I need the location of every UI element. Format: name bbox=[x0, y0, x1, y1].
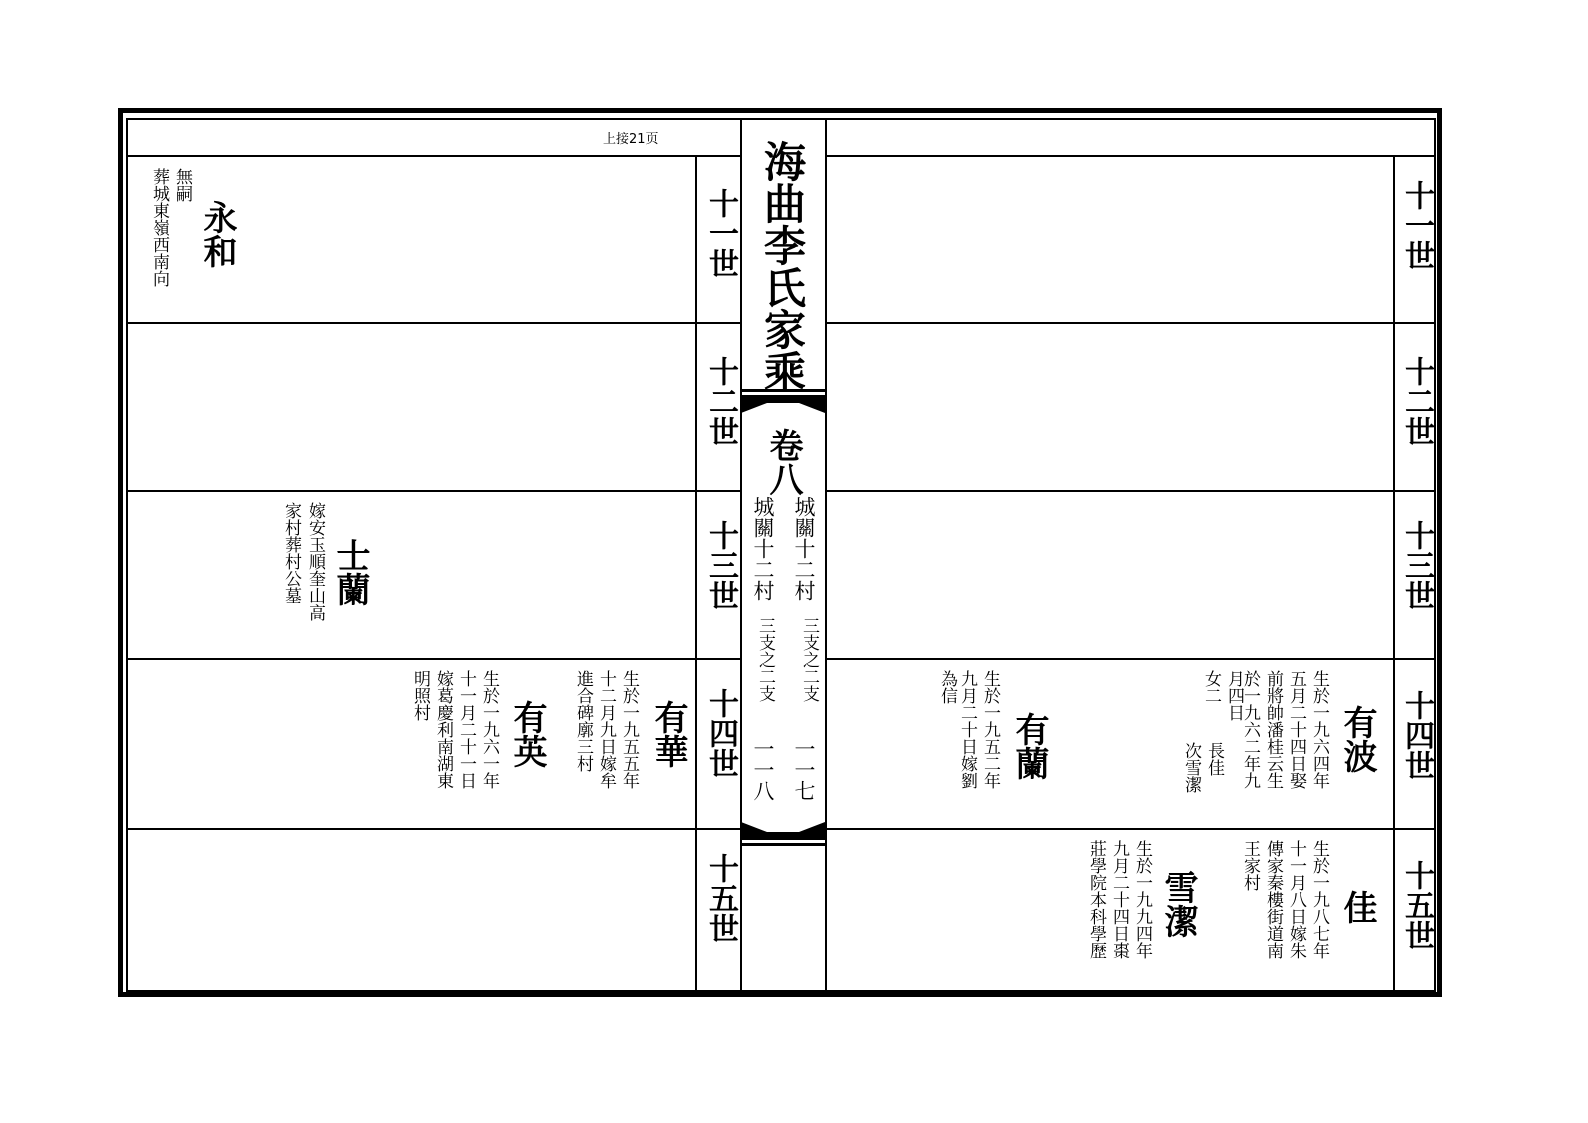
row-divider bbox=[128, 828, 740, 830]
header-divider-left bbox=[128, 155, 740, 157]
row-divider bbox=[826, 322, 1436, 324]
person-note: 生於一九六一年 bbox=[479, 670, 499, 789]
genealogy-title: 海曲李氏家乘 bbox=[758, 140, 807, 392]
person-note: 嫁安玉順奎山高 bbox=[305, 502, 325, 621]
person-note: 明照村 bbox=[410, 670, 430, 721]
spine-right-edge bbox=[825, 118, 827, 992]
person-note: 生於一九八七年 bbox=[1309, 840, 1329, 959]
generation-label-15: 十五世 bbox=[703, 853, 738, 943]
header-divider-right bbox=[826, 155, 1436, 157]
generation-label-13: 十三世 bbox=[1399, 520, 1434, 610]
person-name: 有蘭 bbox=[1009, 712, 1049, 780]
person-note: 生於一九五五年 bbox=[619, 670, 639, 789]
person-name: 佳 bbox=[1337, 890, 1377, 924]
row-divider bbox=[128, 322, 740, 324]
person-note: 十二月九日嫁牟 bbox=[596, 670, 616, 789]
row-divider bbox=[128, 658, 740, 660]
page-number-right: 一一七 bbox=[792, 738, 816, 801]
row-divider bbox=[826, 490, 1436, 492]
person-note: 王家村 bbox=[1240, 840, 1260, 891]
person-note: 前將帥潘桂云生 bbox=[1263, 670, 1283, 789]
person-note: 生於一九九四年 bbox=[1132, 840, 1152, 959]
person-note: 嫁葛慶利南湖東 bbox=[433, 670, 453, 789]
person-note: 莊學院本科學歷 bbox=[1086, 840, 1106, 959]
row-divider bbox=[826, 828, 1436, 830]
person-note: 傳家秦樓街道南 bbox=[1263, 840, 1283, 959]
continuation-note: 上接21页 bbox=[603, 132, 659, 147]
person-note: 九月二十四日棗 bbox=[1109, 840, 1129, 959]
spine-village-right: 城關十二村 bbox=[792, 496, 816, 601]
person-note: 為信 bbox=[937, 670, 957, 704]
person-note: 於一九六二年九 bbox=[1240, 670, 1260, 789]
person-note: 九月二十日嫁劉 bbox=[957, 670, 977, 789]
person-name: 士蘭 bbox=[330, 538, 370, 606]
generation-label-14: 十四世 bbox=[703, 688, 738, 778]
person-note: 家村葬村公墓 bbox=[281, 502, 301, 604]
generation-label-12: 十二世 bbox=[1399, 356, 1434, 446]
person-note: 十一月八日嫁朱 bbox=[1286, 840, 1306, 959]
right-gen-column-divider bbox=[1393, 155, 1395, 992]
person-note: 五月二十四日娶 bbox=[1286, 670, 1306, 789]
person-note: 生於一九五二年 bbox=[980, 670, 1000, 789]
person-name: 有英 bbox=[507, 700, 547, 768]
generation-label-11: 十一世 bbox=[1399, 180, 1434, 270]
generation-label-13: 十三世 bbox=[703, 520, 738, 610]
generation-label-15: 十五世 bbox=[1399, 860, 1434, 950]
person-note: 月四日 bbox=[1224, 670, 1244, 721]
person-name: 有華 bbox=[648, 700, 688, 768]
generation-label-11: 十一世 bbox=[703, 188, 738, 278]
person-name: 雪潔 bbox=[1158, 870, 1198, 938]
child-name: 次雪潔 bbox=[1181, 742, 1201, 793]
row-divider bbox=[128, 490, 740, 492]
volume-label: 卷八 bbox=[763, 428, 803, 496]
person-name: 有波 bbox=[1337, 705, 1377, 773]
spine-village-left: 城關十二村 bbox=[751, 496, 775, 601]
person-note: 十一月二十一日 bbox=[456, 670, 476, 789]
person-note: 進合碑廓三村 bbox=[573, 670, 593, 772]
left-gen-column-divider bbox=[695, 155, 697, 992]
person-note: 女二 bbox=[1201, 670, 1221, 704]
person-name: 永和 bbox=[197, 200, 237, 268]
person-note: 生於一九六四年 bbox=[1309, 670, 1329, 789]
page-number-left: 一一八 bbox=[751, 738, 775, 801]
generation-label-14: 十四世 bbox=[1399, 690, 1434, 780]
row-divider bbox=[826, 658, 1436, 660]
child-name: 長佳 bbox=[1204, 742, 1224, 776]
person-note: 葬城東嶺西南向 bbox=[149, 168, 169, 287]
person-note: 無嗣 bbox=[172, 168, 192, 202]
spine-branch-left: 三支之二支 bbox=[755, 617, 775, 702]
spine-branch-right: 三支之二支 bbox=[799, 617, 819, 702]
generation-label-12: 十二世 bbox=[703, 356, 738, 446]
